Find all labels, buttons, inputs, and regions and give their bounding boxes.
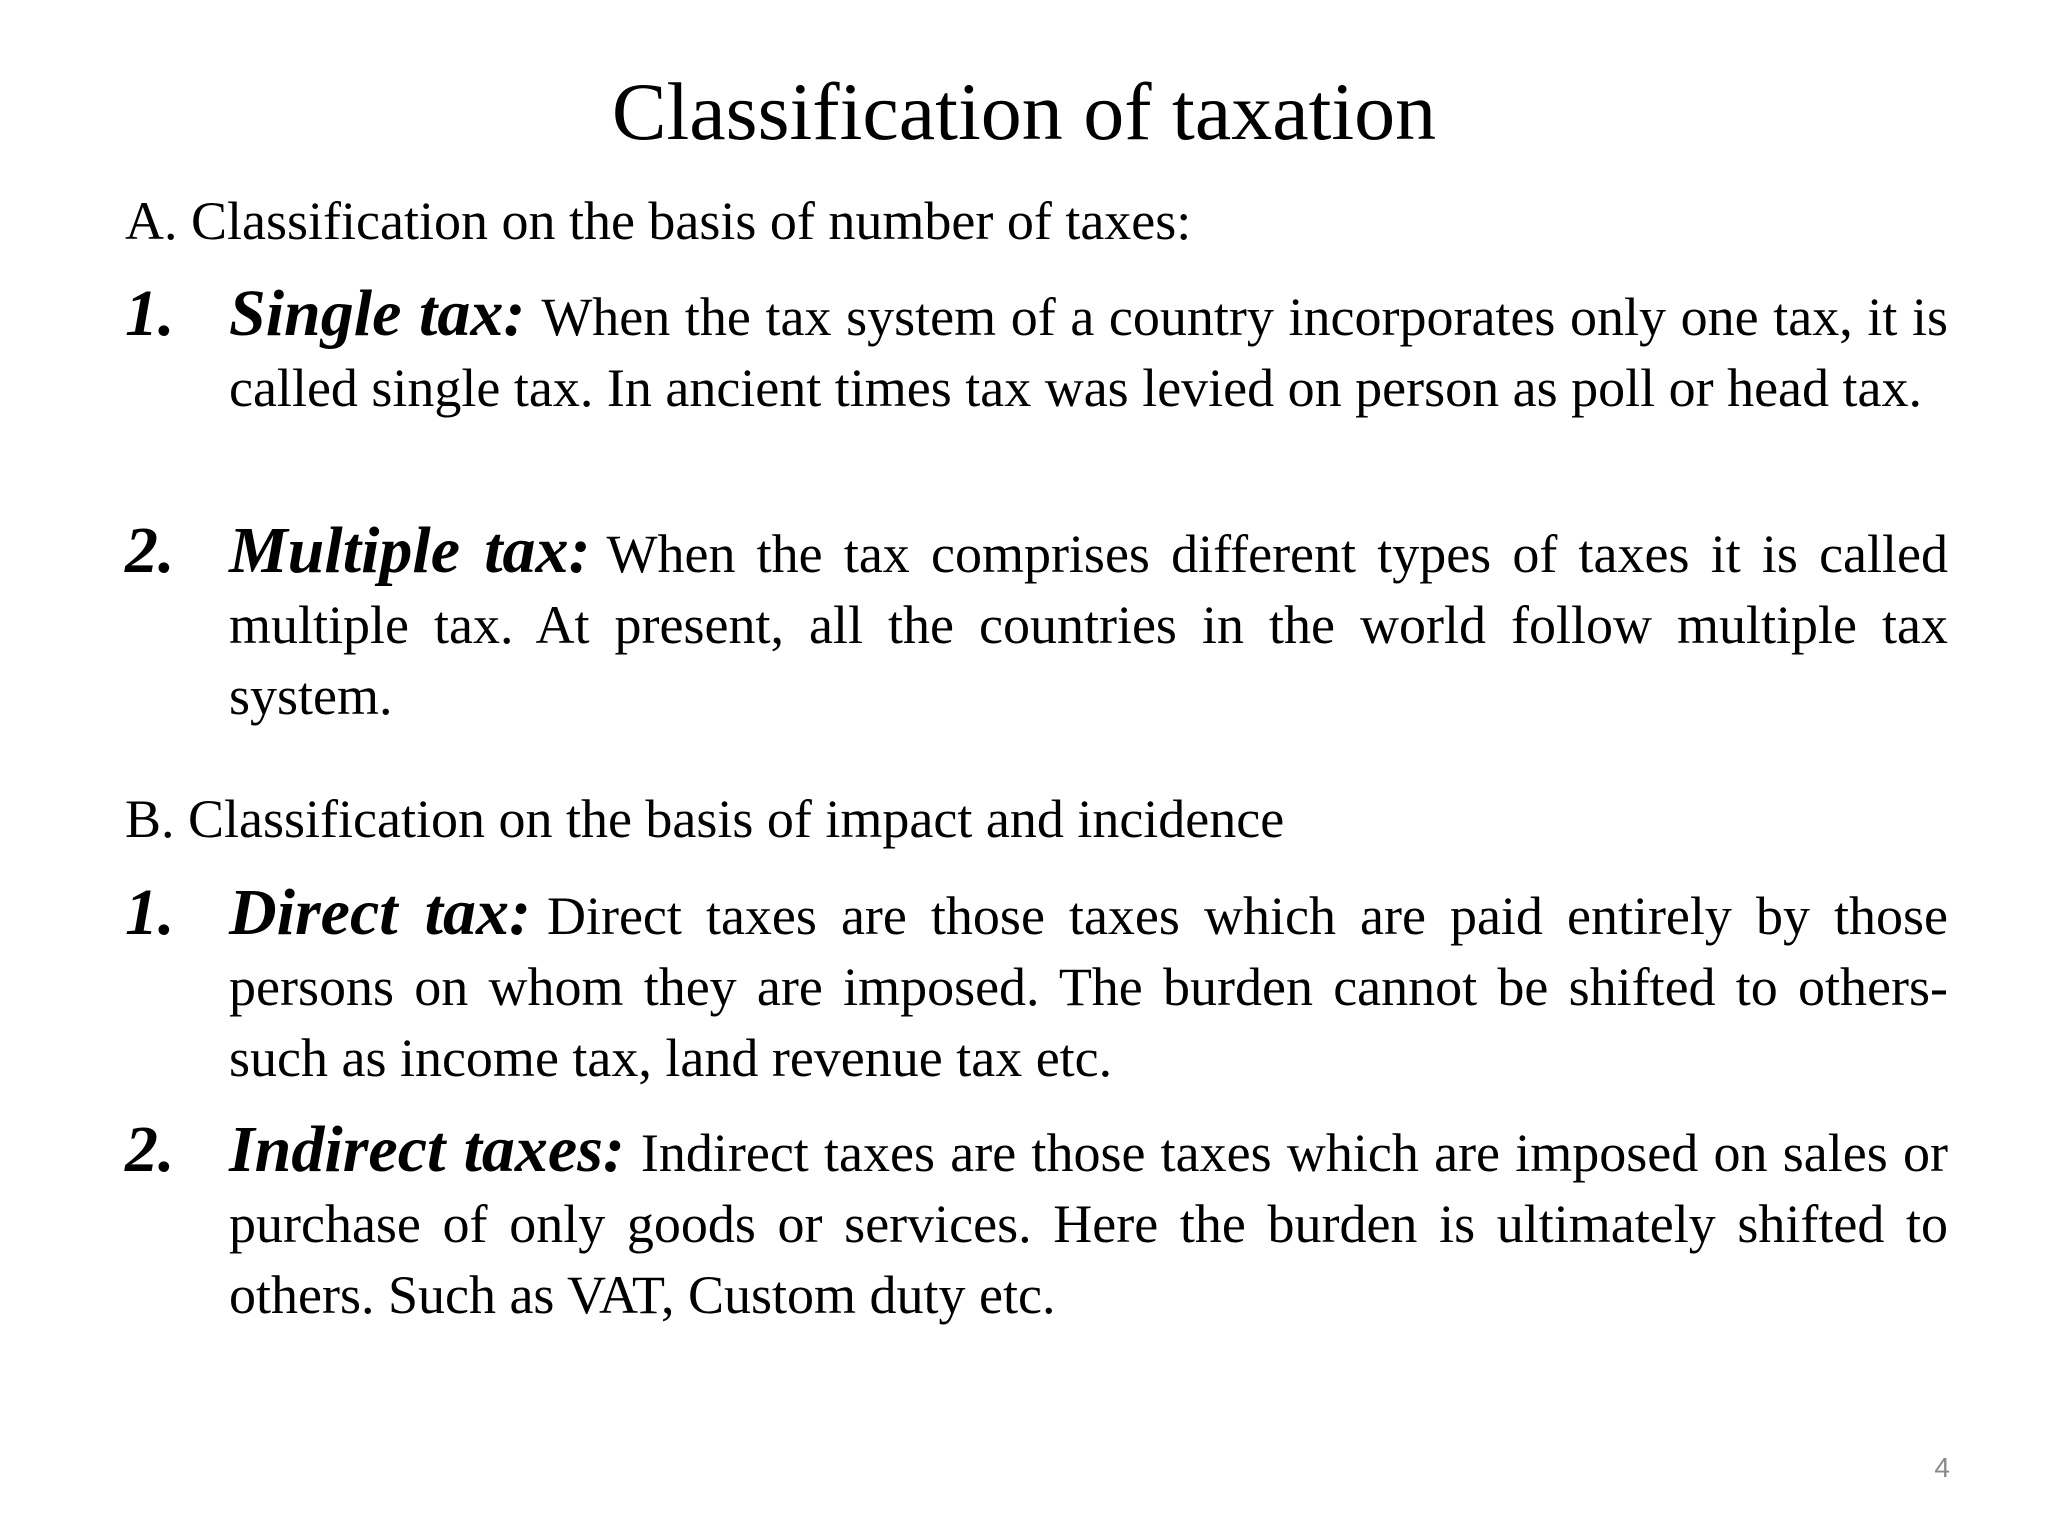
item-body (229, 278, 1948, 424)
item-number: 1. (125, 277, 175, 350)
item-body (229, 877, 1948, 1094)
section-a-heading: A. Classification on the basis of number of taxes: (125, 191, 1192, 251)
slide-title: Classification of taxation (611, 66, 1437, 157)
list-item-single-tax (125, 278, 1948, 424)
item-number: 2. (125, 514, 175, 587)
item-body (229, 515, 1948, 732)
item-term: Indirect taxes: (229, 1113, 625, 1186)
section-b-heading: B. Classification on the basis of impact and incidence (125, 789, 1285, 849)
list-item-indirect-taxes (125, 1114, 1948, 1331)
item-text: Indirect taxes are those taxes which are imposed on sales or purchase of only goods or services. Here the burden is ultimately shifted to others. Such as VAT, Custom duty etc. (229, 1123, 1948, 1325)
item-term: Single tax: (229, 277, 526, 350)
item-number: 2. (125, 1113, 175, 1186)
item-body (229, 1114, 1948, 1331)
page-number: 4 (1934, 1452, 1950, 1483)
item-text: When the tax system of a country incorporates only one tax, it is called single tax. In ancient times tax was levied on person as poll or head tax. (229, 287, 1948, 418)
list-item-multiple-tax (125, 515, 1948, 732)
item-number: 1. (125, 876, 175, 949)
item-term: Multiple tax: (229, 514, 591, 587)
item-term: Direct tax: (229, 876, 531, 949)
item-text: When the tax comprises different types of taxes it is called multiple tax. At present, all the countries in the world follow multiple tax system. (229, 524, 1948, 726)
list-item-direct-tax (125, 877, 1948, 1094)
item-text: Direct taxes are those taxes which are paid entirely by those persons on whom they are imposed. The burden cannot be shifted to others- such as income tax, land revenue tax etc. (229, 886, 1948, 1088)
